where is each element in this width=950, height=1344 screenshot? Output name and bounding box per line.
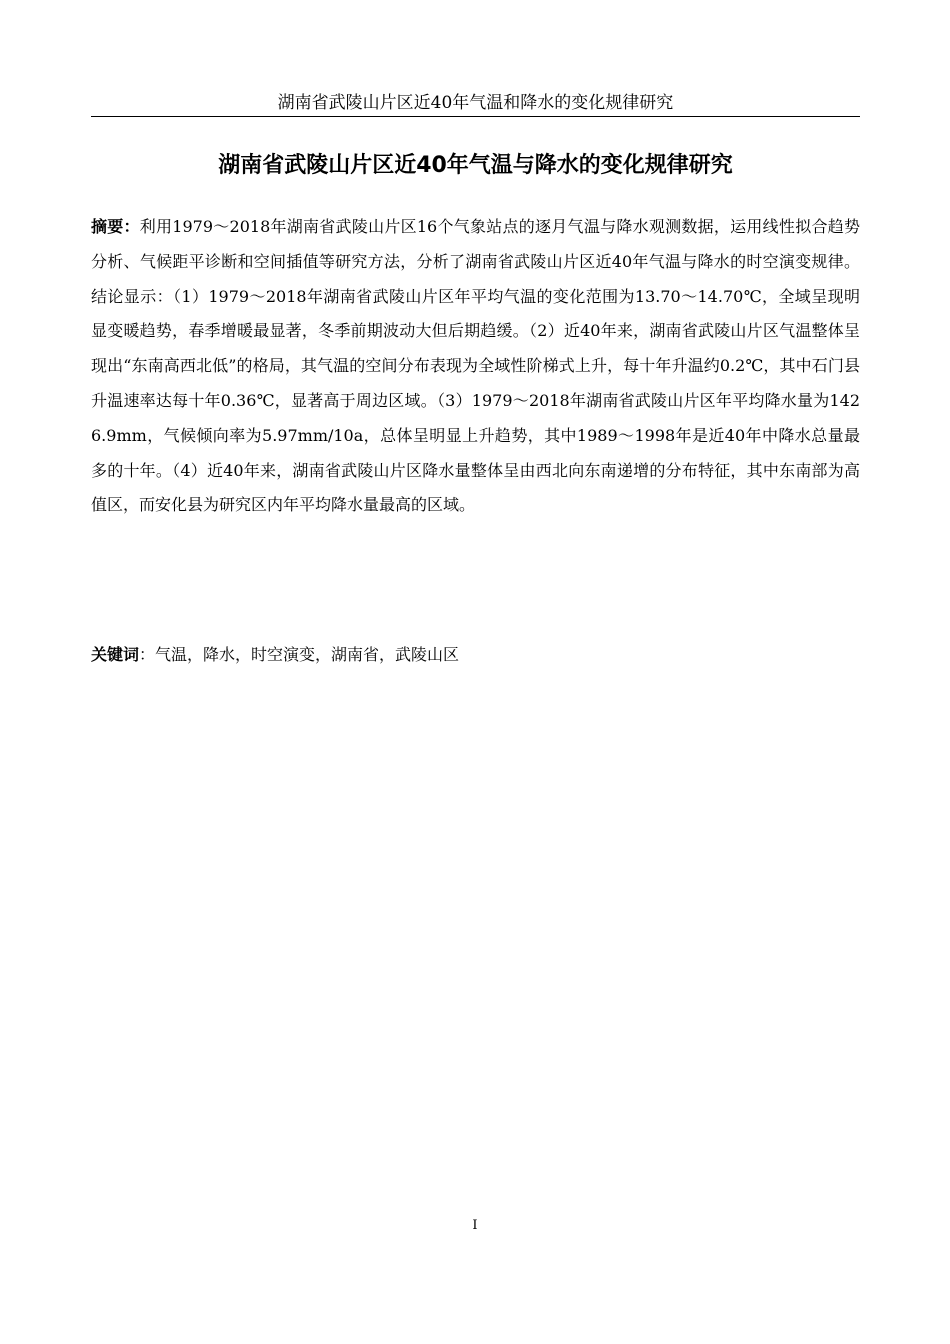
keywords-label: 关键词	[91, 645, 140, 664]
abstract-label: 摘要：	[91, 217, 140, 236]
paper-title: 湖南省武陵山片区近40年气温与降水的变化规律研究	[218, 153, 733, 178]
running-header	[91, 90, 860, 117]
abstract	[91, 210, 860, 523]
running-header-title: 湖南省武陵山片区近40年气温和降水的变化规律研究	[277, 93, 674, 113]
keywords	[91, 638, 860, 672]
page-number: I	[472, 1218, 478, 1233]
abstract-text: 利用1979～2018年湖南省武陵山片区16个气象站点的逐月气温与降水观测数据，运用线性拟合趋势分析、气候距平诊断和空间插值等研究方法，分析了湖南省武陵山片区近40年气温与降水的时空演变规律。结论显示：（1）1979～2018年湖南省武陵山片区年平均气温的变化范围为13.70～14.70℃，全域呈现明显变暖趋势，春季增暖最显著，冬季前期波动大但后期趋缓。（2）近40年来，湖南省武陵山片区气温整体呈现出“东南高西北低”的格局，其气温的空间分布表现为全域性阶梯式上升，每十年升温约0.2℃，其中石门县升温速率达每十年0.36℃，显著高于周边区域。（3）1979～2018年湖南省武陵山片区年平均降水量为1426.9mm，气候倾向率为5.97mm/10a，总体呈明显上升趋势，其中1989～1998年是近40年中降水总量最多的十年。（4）近40年来，湖南省武陵山片区降水量整体呈由西北向东南递增的分布特征，其中东南部为高值区，而安化县为研究区内年平均降水量最高的区域。	[91, 217, 860, 515]
keywords-text: 气温，降水，时空演变，湖南省，武陵山区	[155, 645, 460, 664]
keywords-separator: ：	[139, 645, 156, 664]
